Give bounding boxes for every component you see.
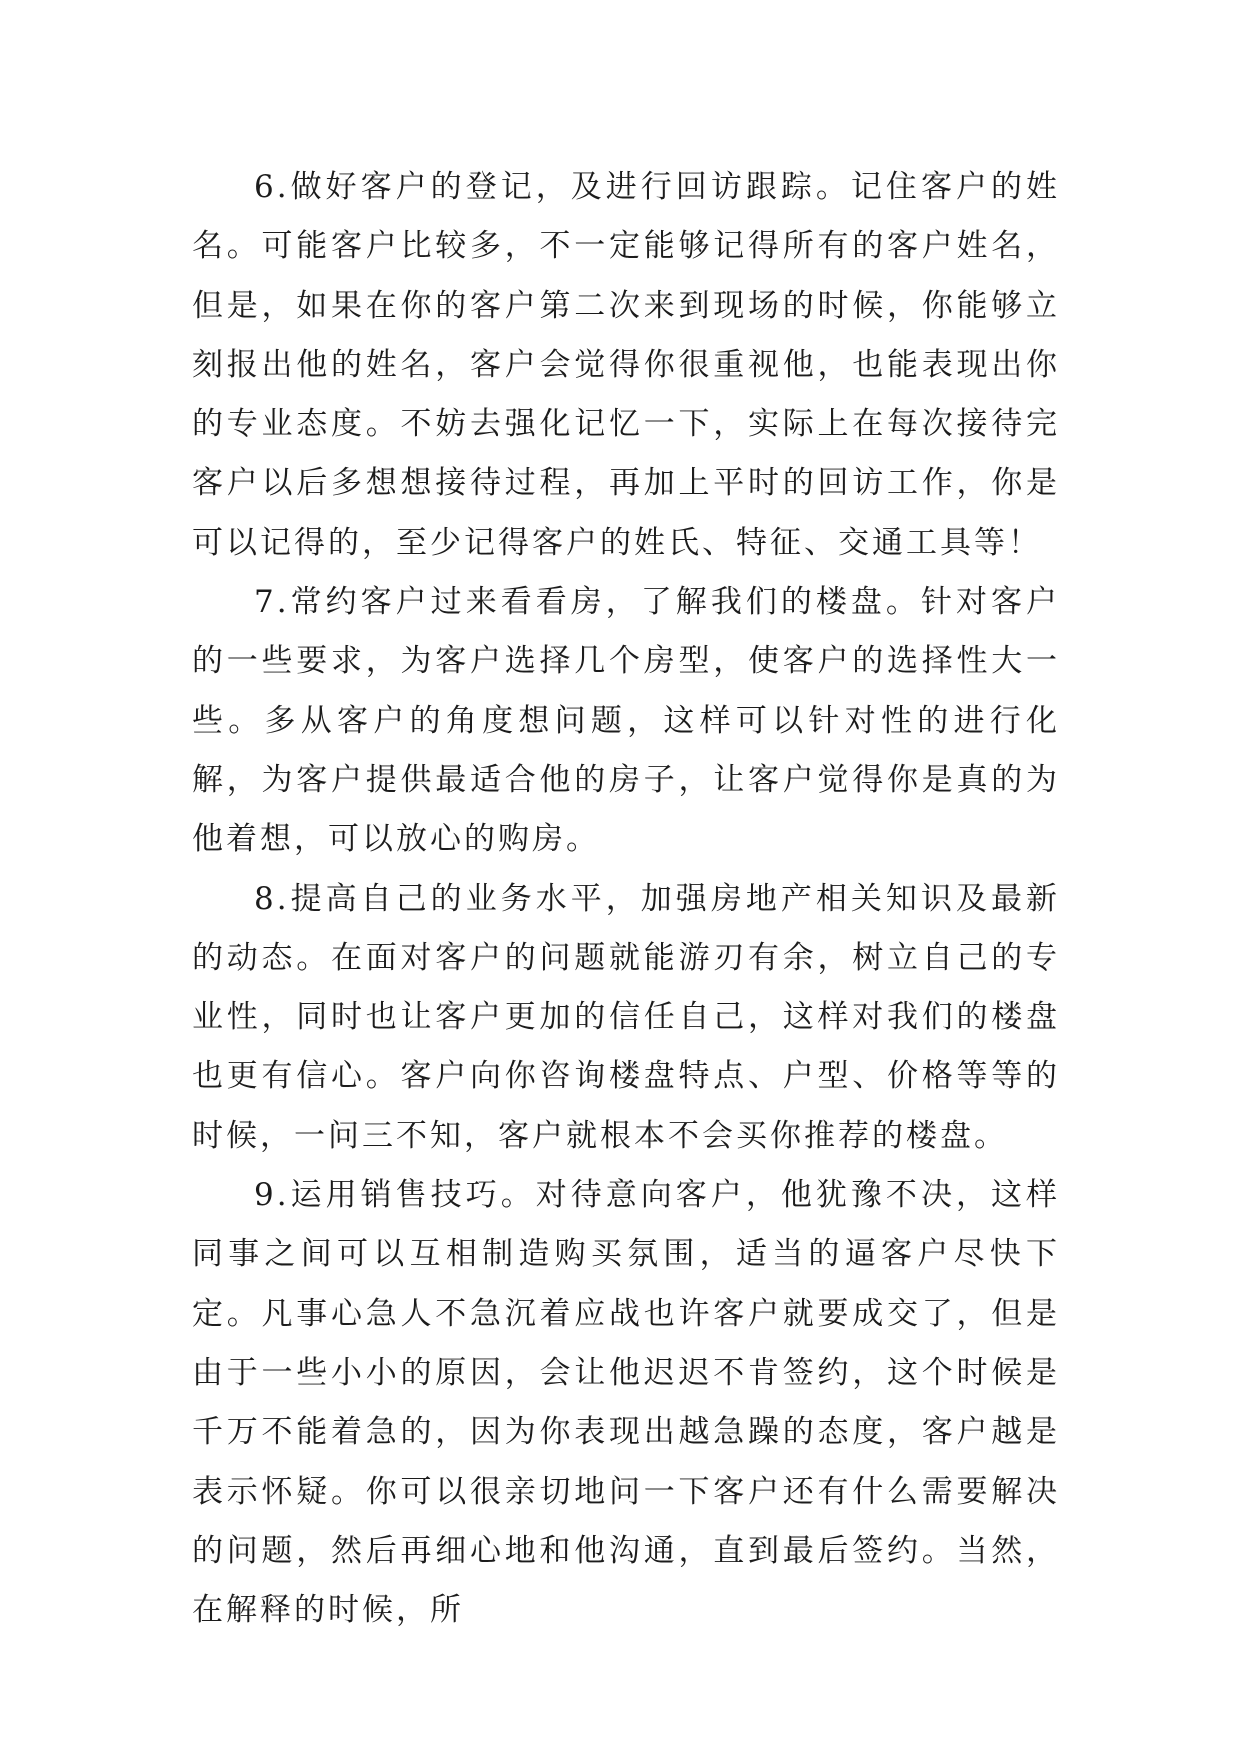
document-body (192, 158, 1060, 1640)
paragraph-9: 9.运用销售技巧。对待意向客户，他犹豫不决，这样同事之间可以互相制造购买氛围，适当的逼客户尽快下定。凡事心急人不急沉着应战也许客户就要成交了，但是由于一些小小的原因，会让他迟迟不肯签约，这个时候是千万不能着急的，因为你表现出越急躁的态度，客户越是表示怀疑。你可以很亲切地问一下客户还有什么需要解决的问题，然后再细心地和他沟通，直到最后签约。当然，在解释的时候，所 (192, 1177, 1060, 1629)
paragraph-7: 7.常约客户过来看看房，了解我们的楼盘。针对客户的一些要求，为客户选择几个房型，使客户的选择性大一些。多从客户的角度想问题，这样可以针对性的进行化解，为客户提供最适合他的房子，让客户觉得你是真的为他着想，可以放心的购房。 (192, 584, 1060, 858)
paragraph-6: 6.做好客户的登记，及进行回访跟踪。记住客户的姓名。可能客户比较多，不一定能够记得所有的客户姓名，但是，如果在你的客户第二次来到现场的时候，你能够立刻报出他的姓名，客户会觉得你很重视他，也能表现出你的专业态度。不妨去强化记忆一下，实际上在每次接待完客户以后多想想接待过程，再加上平时的回访工作，你是可以记得的，至少记得客户的姓氏、特征、交通工具等！ (192, 169, 1060, 561)
paragraph-8: 8.提高自己的业务水平，加强房地产相关知识及最新的动态。在面对客户的问题就能游刃有余，树立自己的专业性，同时也让客户更加的信任自己，这样对我们的楼盘也更有信心。客户向你咨询楼盘特点、户型、价格等等的时候，一问三不知，客户就根本不会买你推荐的楼盘。 (192, 880, 1060, 1154)
